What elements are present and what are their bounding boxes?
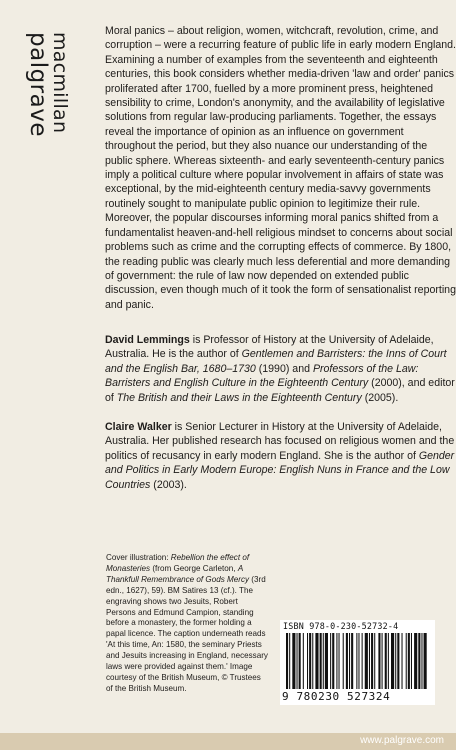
barcode-digits: 9 780230 527324 — [282, 690, 391, 703]
source-title: A Thankfull Remembrance of Gods Mercy — [106, 563, 250, 584]
barcode-icon — [284, 633, 430, 689]
cover-illustration-credit: Cover illustration: Rebellion the effect of Monasteries (from George Carleton, A Thankfull Remembrance of Gods Mercy (3rd edn., 1627), 59). BM Satires 13 (cf.). The engraving shows two Jesuits, Robert Persons and Edmund Campion, standing before a monastery, the former holding a papal licence. The caption underneath reads 'At this time, An: 1580, the seminary Priests and Jesuits increasing in England, necessary laws were provided against them.' Image courtesy of the British Museum, © Trustees of the British Museum. — [106, 553, 268, 693]
book-title: Gentlemen and Barristers: the Inns of Court and the English Bar, 1680–1730 — [105, 348, 447, 375]
author-bio-lemmings: David Lemmings is Professor of History at the University of Adelaide, Australia. He is the author of Gentlemen and Barristers: the Inns of Court and the English Bar, 1680–1730 (1990) and Professors of the Law: Barristers and English Culture in the Eighteenth Century (2000), and editor of The British and their Laws in the Eighteenth Century (2005). — [105, 334, 455, 404]
book-title: Professors of the Law: Barristers and English Culture in the Eighteenth Century — [105, 362, 419, 390]
footer-bar — [0, 733, 456, 750]
book-title: The British and their Laws in the Eighteenth Century — [116, 391, 362, 404]
logo-palgrave: palgrave — [25, 32, 51, 137]
illustration-title: Rebellion the effect of Monasteries — [106, 553, 250, 573]
publisher-logo — [25, 32, 75, 152]
book-title: Gender and Politics in Early Modern Europe: English Nuns in France and the Low Countries — [105, 449, 455, 491]
logo-macmillan: macmillan — [49, 32, 71, 134]
barcode-panel — [280, 620, 435, 705]
author-name: Claire Walker — [105, 421, 172, 433]
isbn-text: ISBN 978-0-230-52732-4 — [283, 621, 399, 631]
publisher-url[interactable]: www.palgrave.com — [360, 735, 444, 746]
book-blurb: Moral panics – about religion, women, witchcraft, revolution, crime, and corruption – were a recurring feature of public life in early modern England. Examining a number of examples from the seventeenth and eighteenth centuries, this book considers whether media-driven 'law and order' panics proliferated after 1700, fuelled by a more prominent press, heightened sensibility to crime, London's anonymity, and the availability of legislative solutions from regular law-producing parliaments. Together, the essays reveal the importance of opinion as an influence on government throughout the period, but they also nuance our understanding of the public sphere. Whereas sixteenth- and early seventeenth-century panics imply a political culture where popular involvement in affairs of state was exceptional, by the mid-eighteenth century media-savvy governments routinely sought to manipulate public opinion to legitimize their rule. Moreover, the popular discourses informing moral panics shifted from a fundamentalist heaven-and-hell religious mindset to concerns about social problems such as crime and the corrupting effects of commerce. By 1800, the reading public was clearly much less deferential and more demanding of government: the rule of law now depended on extended public discussion, even though much of it took the form of sensationalist reporting and panic. — [105, 25, 456, 311]
author-name: David Lemmings — [105, 334, 190, 346]
author-bio-walker: Claire Walker is Senior Lecturer in History at the University of Adelaide, Australia. Her published research has focused on religious women and the politics of recusancy in early modern England. She is the author of Gender and Politics in Early Modern Europe: English Nuns in France and the Low Countries (2003). — [105, 421, 455, 491]
